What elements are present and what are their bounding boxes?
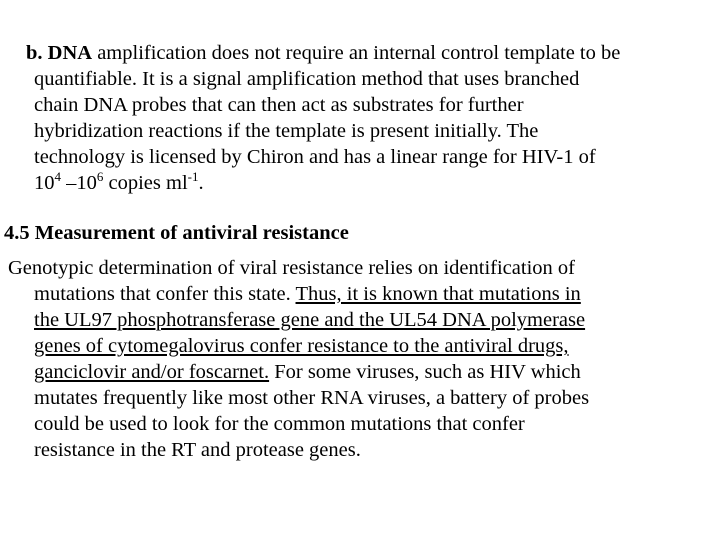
paragraph-line [0,307,716,333]
paragraph-line: technology is licensed by Chiron and has a linear range for HIV-1 of [34,146,596,168]
paragraph-line: resistance in the RT and protease genes. [34,439,361,461]
linear-range-line [0,170,716,196]
paragraph-text: mutations that confer this state. [34,283,296,305]
range-end: . [198,172,204,194]
underlined-text: ganciclovir and/or foscarnet. [34,361,270,383]
range-base: 10 [34,172,55,194]
paragraph-text: For some viruses, such as HIV which [269,361,581,383]
paragraph-line: Genotypic determination of viral resistance relies on identification of [8,257,575,279]
paragraph-line [0,333,716,359]
range-exponent-high: 6 [96,169,104,184]
paragraph-line: hybridization reactions if the template is present initially. The [34,120,539,142]
paragraph-line: quantifiable. It is a signal amplification method that uses branched [34,68,580,90]
paragraph-line: mutates frequently like most other RNA viruses, a battery of probes [34,387,590,409]
paragraph-line: chain DNA probes that can then act as substrates for further [34,94,524,116]
underlined-text: the UL97 phosphotransferase gene and the UL54 DNA polymerase [34,309,586,331]
underlined-text: genes of cytomegalovirus confer resistance to the antiviral drugs, [34,335,569,357]
bdna-term: b. DNA [26,42,93,64]
paragraph-line [0,359,716,385]
range-unit-exponent: -1 [187,169,199,184]
section-heading: 4.5 Measurement of antiviral resistance [4,222,349,244]
paragraph-text: amplification does not require an internal control template to be [92,42,621,64]
range-unit: copies ml [103,172,188,194]
paragraph-line [0,40,716,66]
range-dash: –10 [61,172,97,194]
underlined-text: Thus, it is known that mutations in [295,283,581,305]
bdna-paragraph [0,40,716,196]
resistance-paragraph [0,255,716,463]
range-exponent-low: 4 [54,169,61,184]
paragraph-line [0,281,716,307]
paragraph-line: could be used to look for the common mutations that confer [34,413,525,435]
